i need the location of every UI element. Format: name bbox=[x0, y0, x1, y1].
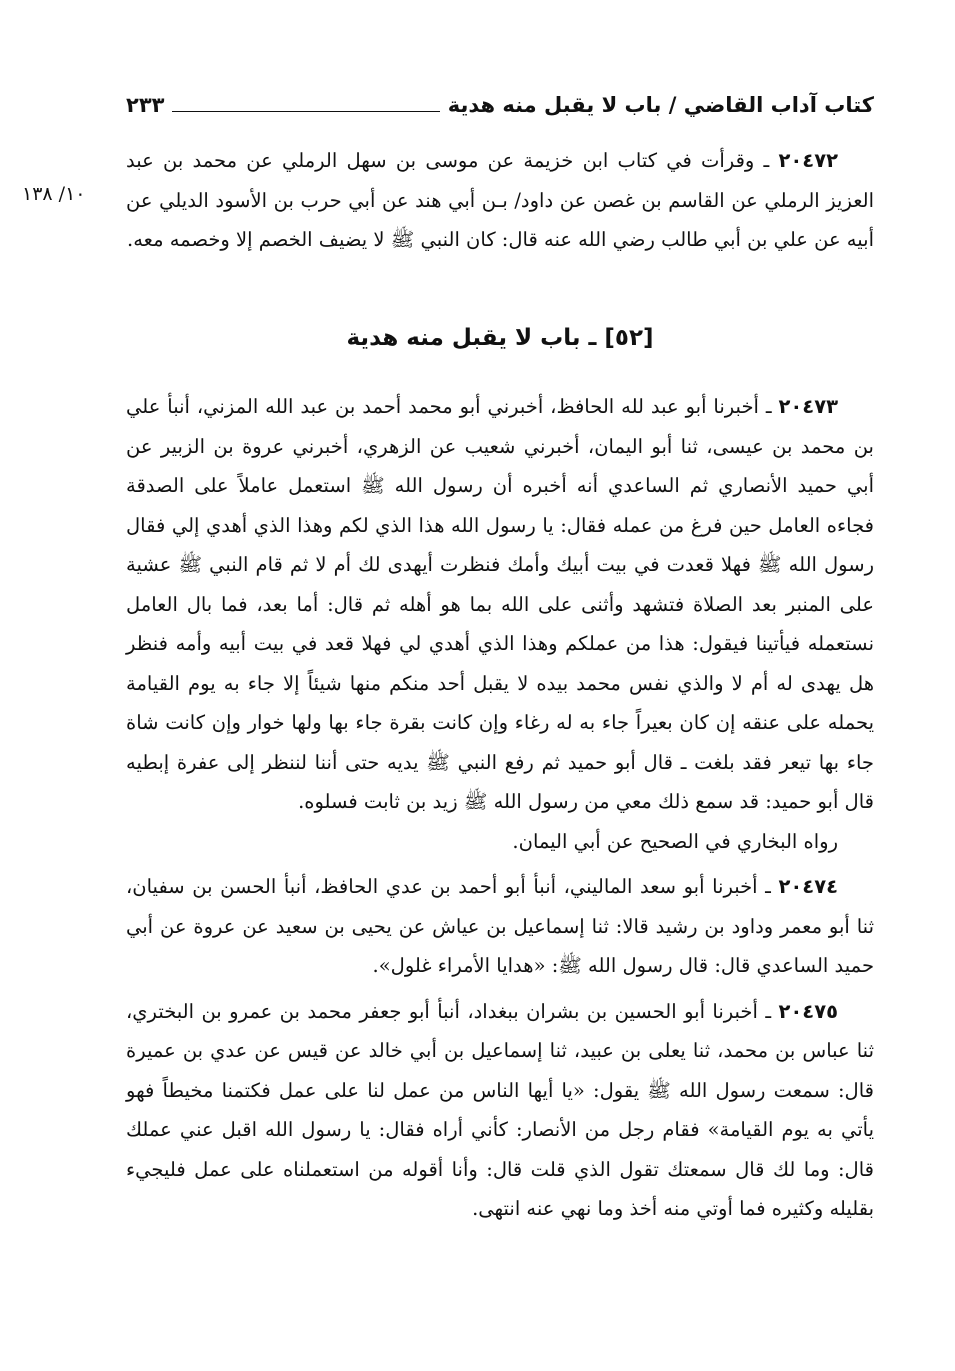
hadith-text: ـ وقرأت في كتاب ابن خزيمة عن موسى بن سهل الرملي عن محمد بن عبد العزيز الرملي عن القاسم بن غصن عن داود/ بـن أبي هند عن أبي حرب بن الأسود الديلي عن أبيه عن علي بن أبي طالب رضي الله عنه قال: كان النبي ﷺ لا يضيف الخصم إلا وخصمه معه. bbox=[126, 149, 874, 251]
hadith-text: ـ أخبرنا أبو عبد لله الحافظ، أخبرني أبو محمد أحمد بن عبد الله المزني، أنبأ علي بن محمد بن عيسى، ثنا أبو اليمان، أخبرني شعيب عن الزهري، أخبرني عروة بن الزبير عن أبي حميد الأنصاري ثم الساعدي أنه أخبره أن رسول الله ﷺ استعمل عاملاً على الصدقة فجاءه العامل حين فرغ من عمله فقال: يا رسول الله هذا الذي لكم وهذا الذي أهدي إلي فقال رسول الله ﷺ فهلا قعدت في بيت أبيك وأمك فنظرت أيهدى لك أم لا ثم قام النبي ﷺ عشية على المنبر بعد الصلاة فتشهد وأثنى على الله بما هو أهله ثم قال: أما بعد، فما بال العامل نستعمله فيأتينا فيقول: هذا من عملكم وهذا الذي أهدي لي فهلا قعد في بيت أبيه وأمه فنظر هل يهدى له أم لا والذي نفس محمد بيده لا يقبل أحد منكم منها شيئاً إلا جاء به يوم القيامة يحمله على عنقه إن كان بعيراً جاء به له رغاء وإن كانت بقرة جاء بها ولها خوار وإن كانت شاة جاء بها تيعر فقد بلغت ـ قال أبو حميد ثم رفع النبي ﷺ يديه حتى أننا لننظر إلى عفرة إبطيه قال أبو حميد: قد سمع ذلك معي من رسول الله ﷺ زيد بن ثابت فسلوه. bbox=[126, 395, 874, 813]
hadith-block-20472 bbox=[126, 141, 874, 260]
hadith-paragraph bbox=[126, 867, 874, 986]
source-note-text: رواه البخاري في الصحيح عن أبي اليمان. bbox=[512, 829, 838, 853]
hadith-number: ٢٠٤٧٤ bbox=[778, 875, 838, 898]
main-text-block bbox=[126, 387, 874, 1229]
hadith-paragraph bbox=[126, 141, 874, 260]
source-note bbox=[126, 822, 874, 862]
hadith-text: ـ أخبرنا أبو سعد الماليني، أنبأ أبو أحمد بن عدي الحافظ، أنبأ الحسن بن سفيان، ثنا أبو معمر وداود بن رشيد قالا: ثنا إسماعيل بن عياش عن يحيى بن سعيد عن عروة عن أبي حميد الساعدي قال: قال رسول الله ﷺ: «هدايا الأمراء غلول». bbox=[126, 875, 874, 977]
running-header bbox=[126, 86, 874, 118]
header-rule bbox=[172, 111, 439, 112]
chapter-title: [٥٢] ـ باب لا يقبل منه هدية bbox=[346, 325, 654, 351]
header-title: كتاب آداب القاضي / باب لا يقبل منه هدية bbox=[447, 93, 874, 117]
hadith-number: ٢٠٤٧٢ bbox=[778, 149, 838, 172]
hadith-paragraph bbox=[126, 387, 874, 822]
hadith-number: ٢٠٤٧٣ bbox=[778, 395, 838, 418]
hadith-number: ٢٠٤٧٥ bbox=[778, 999, 838, 1023]
hadith-paragraph bbox=[126, 992, 874, 1229]
hadith-text: ـ أخبرنا أبو الحسين بن بشران ببغداد، أنبأ أبو جعفر محمد بن عمرو بن البختري، ثنا عباس بن محمد، ثنا يعلى بن عبيد، ثنا إسماعيل بن أبي خالد عن قيس عن عدي بن عميرة قال: سمعت رسول الله ﷺ يقول: «يا أيها الناس من عمل لنا على عمل فكتمنا مخيطاً فهو يأتي به يوم القيامة» فقام رجل من الأنصار: كأني أراه فقال: يا رسول الله اقبل عني عملك قال: وما لك قال سمعتك تقول الذي قلت قال: وأنا أقوله من استعملناه على عمل فليجيء بقليله وكثيره فما أوتي منه أخذ وما نهي عنه انتهى. bbox=[126, 999, 874, 1220]
margin-reference: ١٠/ ١٣٨ bbox=[22, 183, 86, 205]
page-number: ٢٣٣ bbox=[126, 93, 165, 117]
